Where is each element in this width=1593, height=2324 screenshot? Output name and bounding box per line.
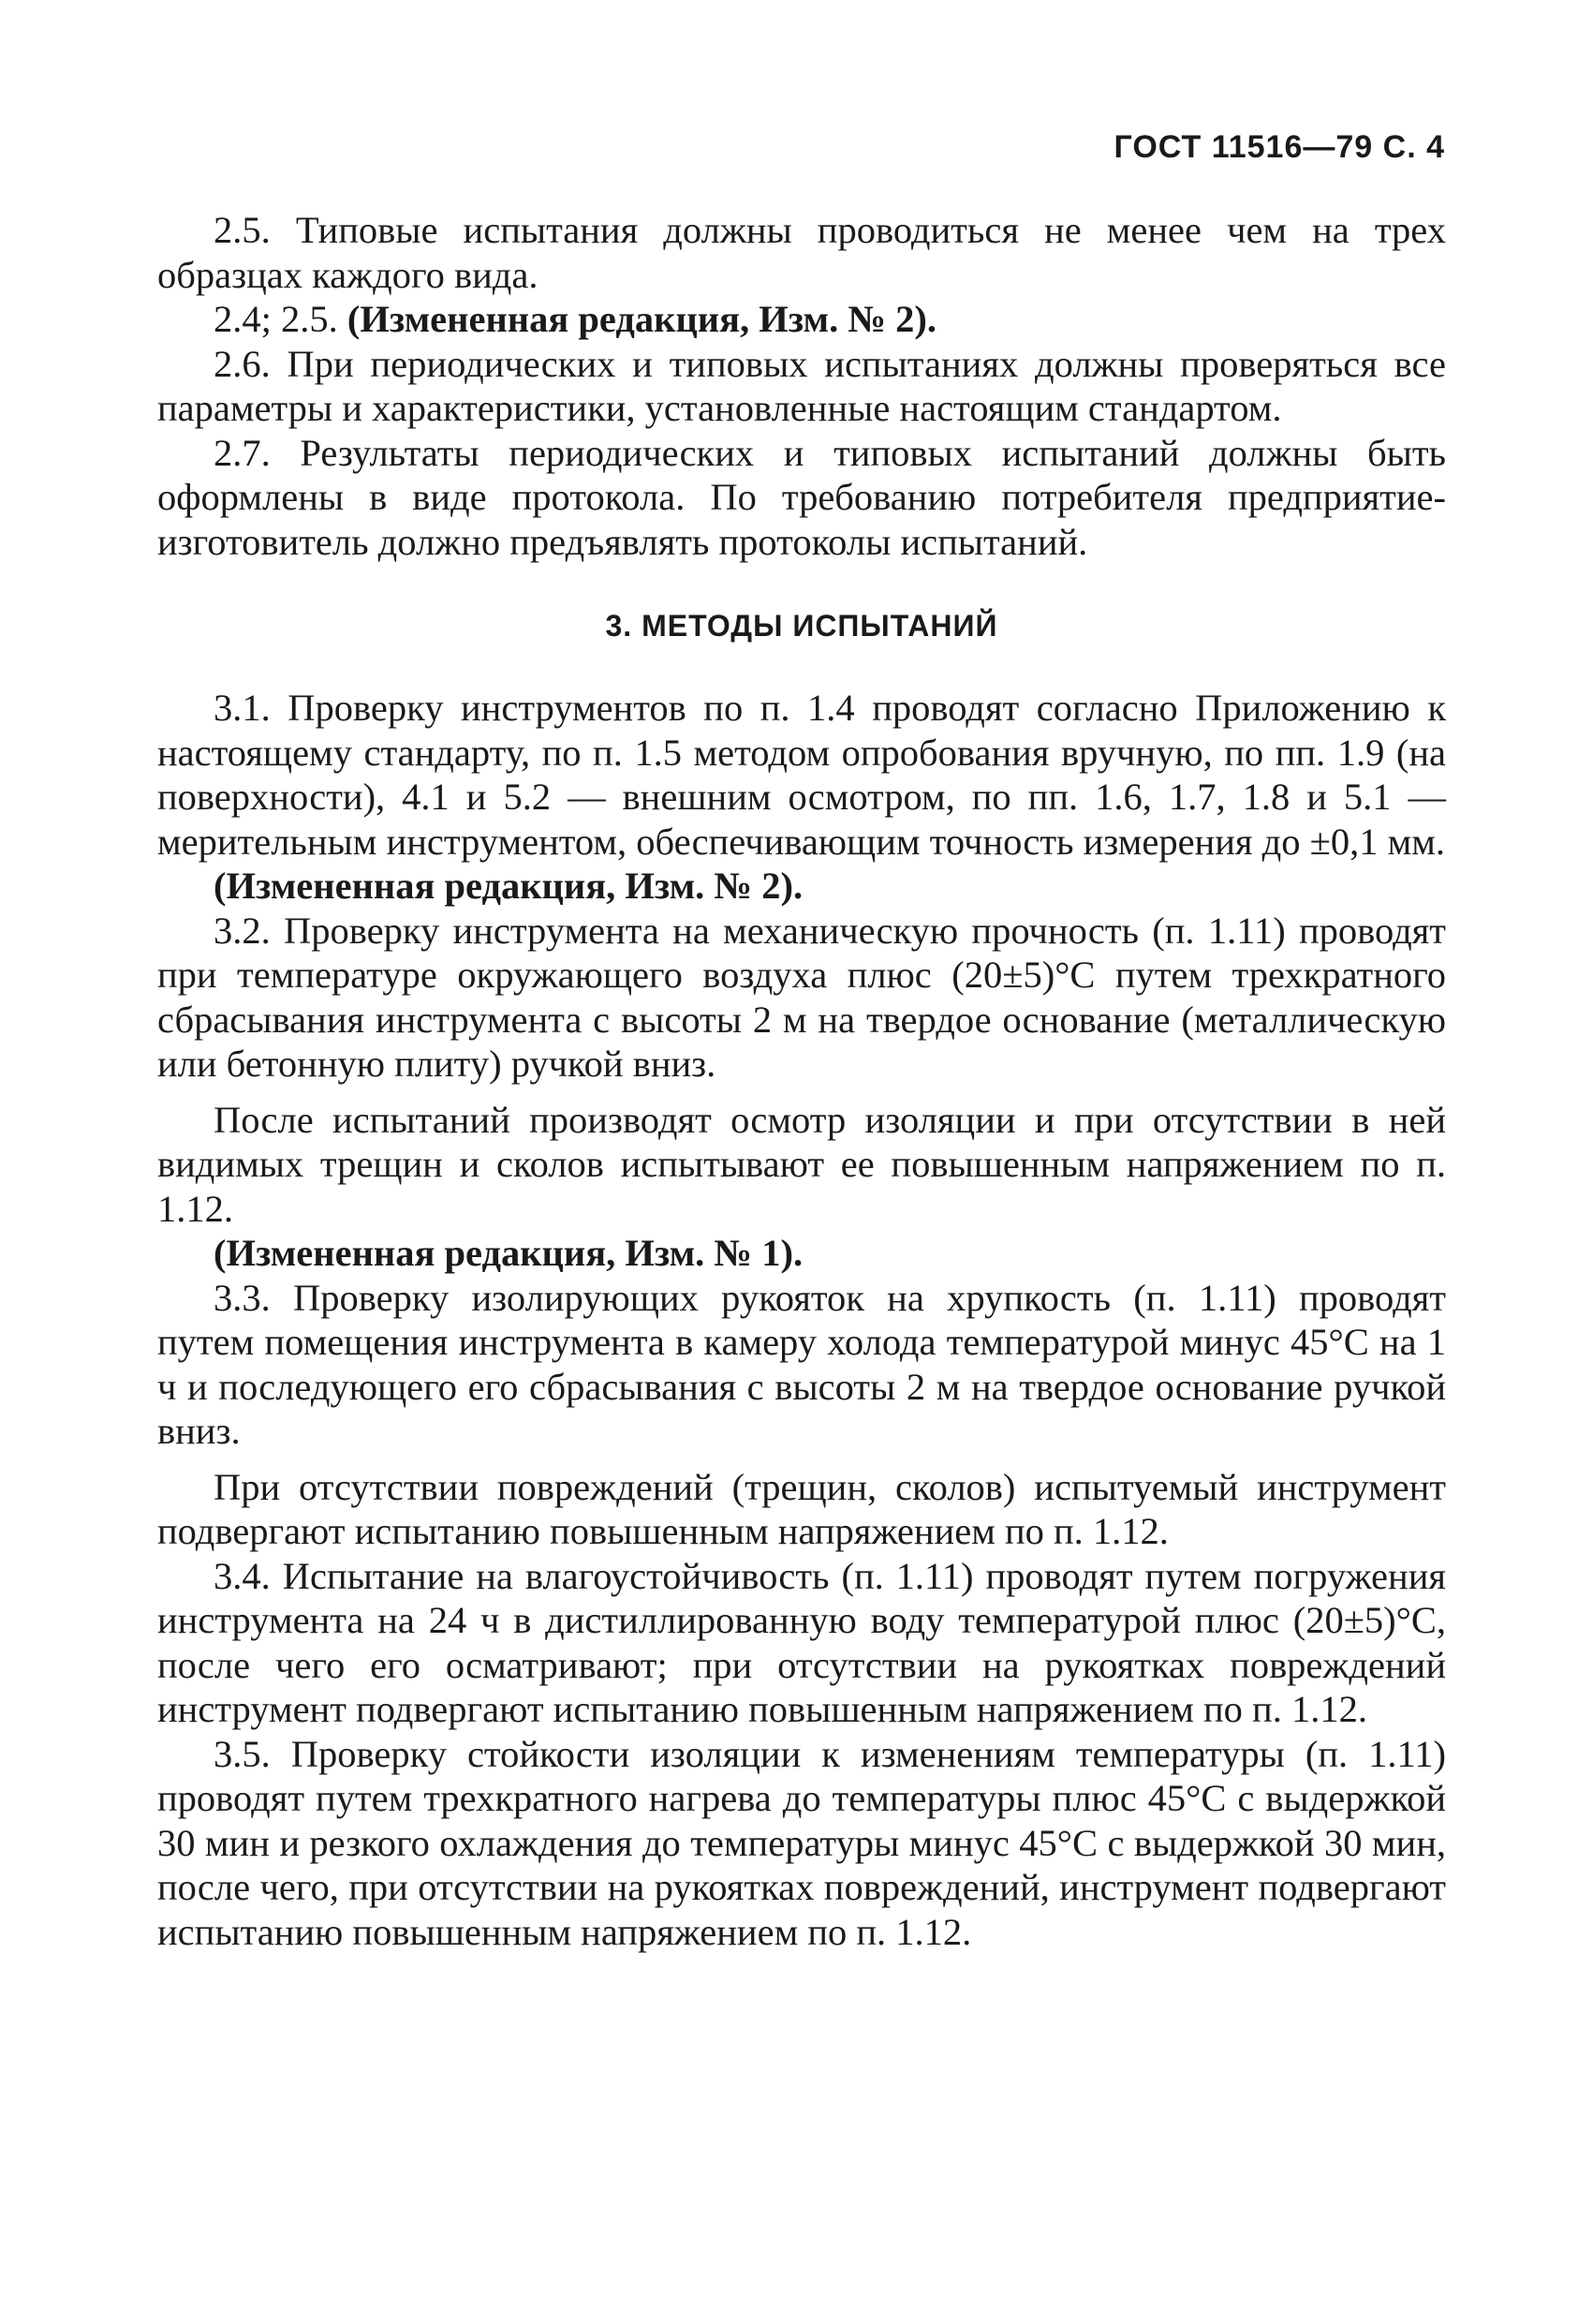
paragraph-3-1: 3.1. Проверку инструментов по п. 1.4 проводят согласно Приложению к настоящему стандарту, по п. 1.5 методом опробования вручную, по пп. 1.9 (на поверхности), 4.1 и 5.2 — внешним осмотром, по пп. 1.6, 1.7, 1.8 и 5.1 — мерительным инструментом, обеспечивающим точность измерения до ±0,1 мм. <box>157 687 1446 863</box>
paragraph-2-7: 2.7. Результаты периодических и типовых испытаний должны быть оформлены в виде протокола. По требованию потребителя предприятие-изготовитель должно предъявлять протоколы испытаний. <box>157 431 1446 563</box>
paragraph-3-3-continued: При отсутствии повреждений (трещин, сколов) испытуемый инструмент подвергают испытанию повышенным напряжением по п. 1.12. <box>157 1465 1446 1552</box>
edition-note-3-1: (Измененная редакция, Изм. № 2). <box>214 865 804 907</box>
document-body <box>157 208 1446 1954</box>
paragraph-3-5: 3.5. Проверку стойкости изоляции к изменениям температуры (п. 1.11) проводят путем трехкратного нагрева до температуры плюс 45°С с выдержкой 30 мин и резкого охлаждения до температуры минус 45°С с выдержкой 30 мин, после чего, при отсутствии на рукоятках повреждений, инструмент подвергают испытанию повышенным напряжением по п. 1.12. <box>157 1732 1446 1953</box>
edition-note-2-4 <box>157 297 1446 342</box>
edition-note-3-2: (Измененная редакция, Изм. № 1). <box>214 1232 804 1274</box>
edition-note-prefix: 2.4; 2.5. <box>214 298 347 340</box>
paragraph-2-5: 2.5. Типовые испытания должны проводиться не менее чем на трех образцах каждого вида. <box>157 209 1446 296</box>
paragraph-3-3: 3.3. Проверку изолирующих рукояток на хрупкость (п. 1.11) проводят путем помещения инструмента в камеру холода температурой минус 45°С на 1 ч и последующего его сбрасывания с высоты 2 м на твердое основание ручкой вниз. <box>157 1276 1446 1452</box>
paragraph-3-4: 3.4. Испытание на влагоустойчивость (п. 1.11) проводят путем погружения инструмента на 24 ч в дистиллированную воду температурой плюс (20±5)°С, после чего его осматривают; при отсутствии на рукоятках повреждений инструмент подвергают испытанию повышенным напряжением по п. 1.12. <box>157 1554 1446 1730</box>
section-heading: 3. МЕТОДЫ ИСПЫТАНИЙ <box>605 609 998 643</box>
paragraph-3-2: 3.2. Проверку инструмента на механическую прочность (п. 1.11) проводят при температуре окружающего воздуха плюс (20±5)°С путем трехкратного сбрасывания инструмента с высоты 2 м на твердое основание (металлическую или бетонную плиту) ручкой вниз. <box>157 909 1446 1085</box>
paragraph-3-2-continued: После испытаний производят осмотр изоляции и при отсутствии в ней видимых трещин и сколов испытывают ее повышенным напряжением по п. 1.12. <box>157 1098 1446 1230</box>
edition-note-text: (Измененная редакция, Изм. № 2). <box>347 298 937 340</box>
paragraph-2-6: 2.6. При периодических и типовых испытаниях должны проверяться все параметры и характеристики, установленные настоящим стандартом. <box>157 342 1446 429</box>
page-header: ГОСТ 11516—79 С. 4 <box>1114 129 1445 165</box>
